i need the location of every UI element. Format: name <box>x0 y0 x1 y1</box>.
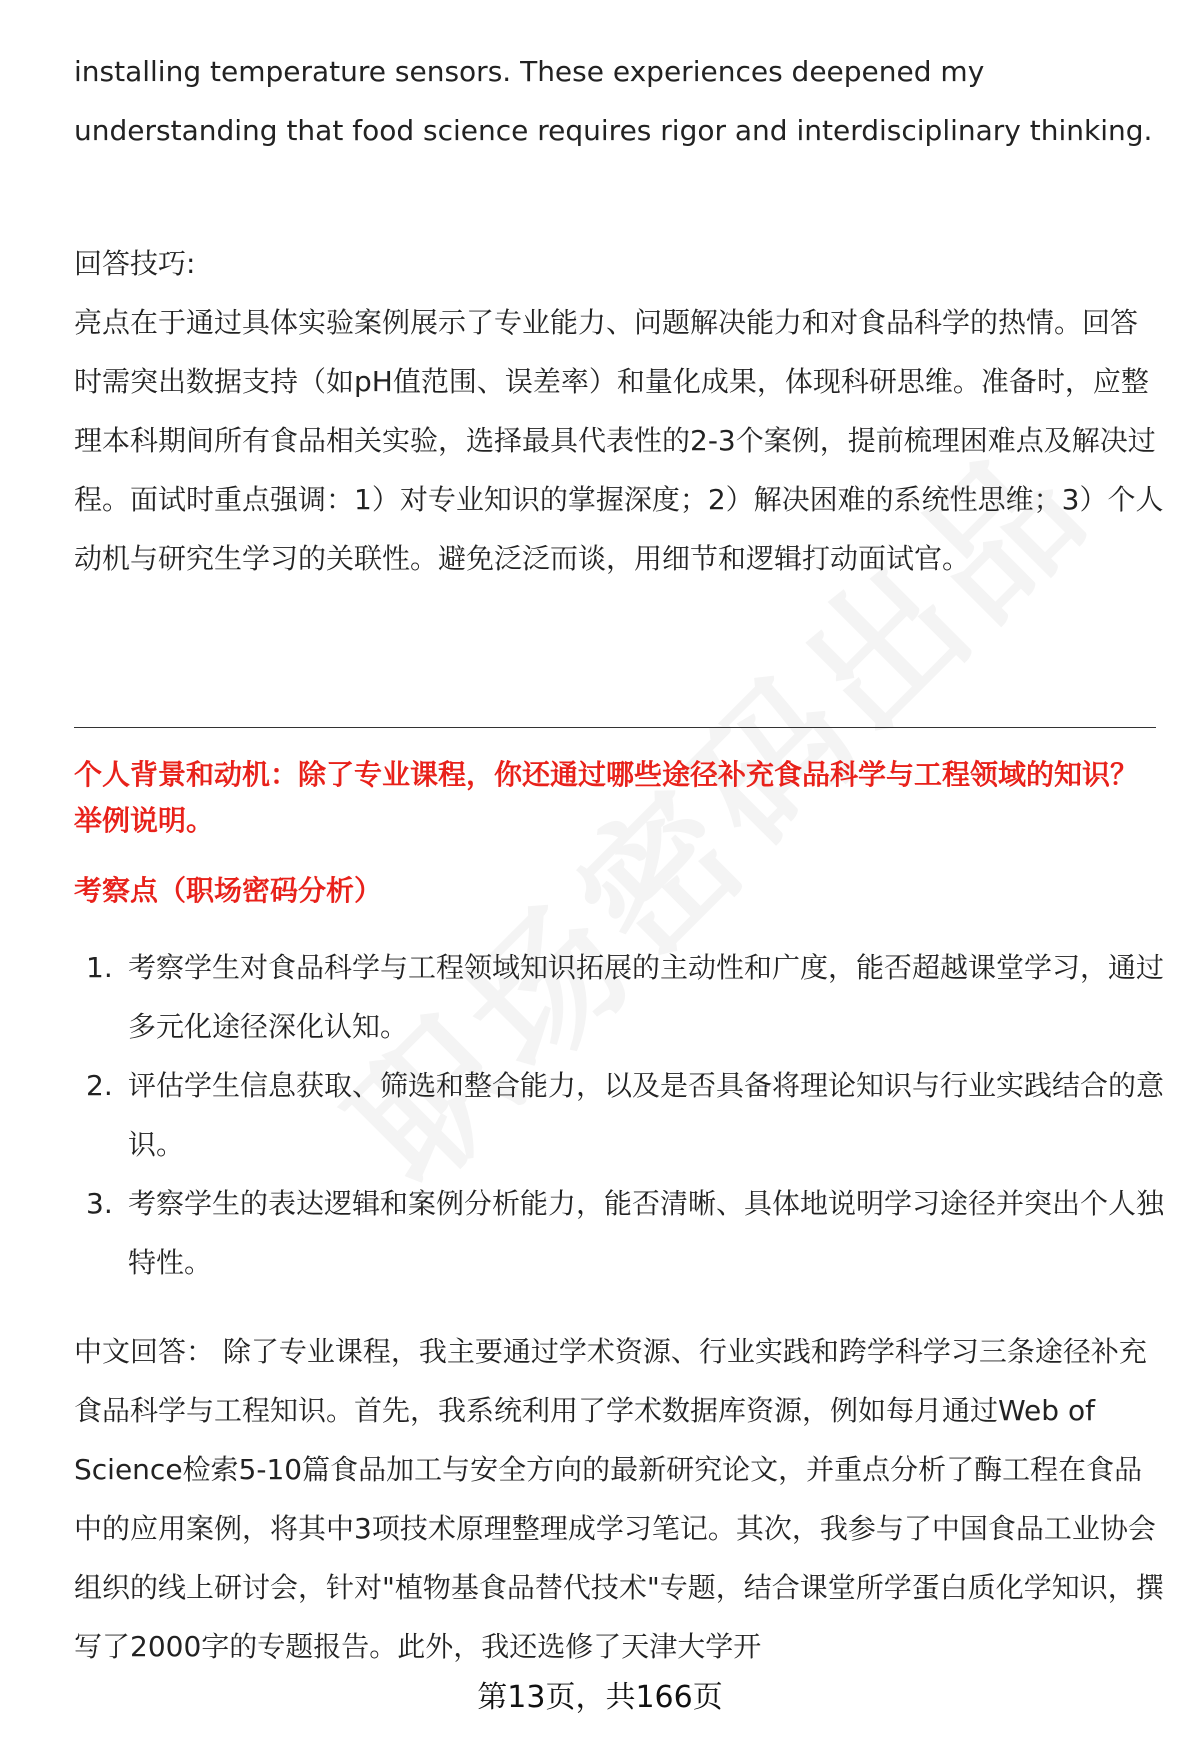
list-item-text: 考察学生的表达逻辑和案例分析能力，能否清晰、具体地说明学习途径并突出个人独特性。 <box>128 1187 1165 1279</box>
page-footer: 第13页，共166页 <box>477 1680 723 1715</box>
list-number: 1. <box>86 951 113 984</box>
list-item-text: 考察学生对食品科学与工程领域知识拓展的主动性和广度，能否超越课堂学习，通过多元化途径深化认知。 <box>128 951 1165 1043</box>
list-number: 2. <box>86 1069 113 1102</box>
answer-paragraph <box>74 1322 1164 1676</box>
list-item <box>74 1174 1164 1292</box>
tips-label: 回答技巧: <box>74 247 196 280</box>
list-item <box>74 938 1164 1056</box>
answer-body: 除了专业课程，我主要通过学术资源、行业实践和跨学科学习三条途径补充食品科学与工程知识。首先，我系统利用了学术数据库资源，例如每月通过Web of Science检索5-10篇食品加工与安全方向的最新研究论文，并重点分析了酶工程在食品中的应用案例，将其中3项技术原理整理成学习笔记。其次，我参与了中国食品工业协会组织的线上研讨会，针对"植物基食品替代技术"专题，结合课堂所学蛋白质化学知识，撰写了2000字的专题报告。此外，我还选修了天津大学开 <box>74 1335 1164 1663</box>
analysis-points <box>74 938 1164 1292</box>
list-item <box>74 1056 1164 1174</box>
answer-block <box>74 1322 1164 1676</box>
tips-block <box>74 234 1164 588</box>
section-divider <box>74 727 1156 728</box>
tips-body: 亮点在于通过具体实验案例展示了专业能力、问题解决能力和对食品科学的热情。回答时需突出数据支持（如pH值范围、误差率）和量化成果，体现科研思维。准备时，应整理本科期间所有食品相关实验，选择最具代表性的2-3个案例，提前梳理困难点及解决过程。面试时重点强调：1）对专业知识的掌握深度；2）解决困难的系统性思维；3）个人动机与研究生学习的关联性。避免泛泛而谈，用细节和逻辑打动面试官。 <box>74 306 1164 575</box>
answer-label: 中文回答： <box>74 1335 215 1368</box>
list-item-text: 评估学生信息获取、筛选和整合能力，以及是否具备将理论知识与行业实践结合的意识。 <box>128 1069 1165 1161</box>
list-number: 3. <box>86 1187 113 1220</box>
intro-paragraph: installing temperature sensors. These experiences deepened my understanding that food science requires rigor and interdisciplinary thinking. <box>74 55 1153 147</box>
question-title: 个人背景和动机：除了专业课程，你还通过哪些途径补充食品科学与工程领域的知识？举例说明。 <box>74 758 1139 837</box>
analysis-heading: 考察点（职场密码分析） <box>74 874 383 907</box>
intro-block <box>74 42 1164 160</box>
